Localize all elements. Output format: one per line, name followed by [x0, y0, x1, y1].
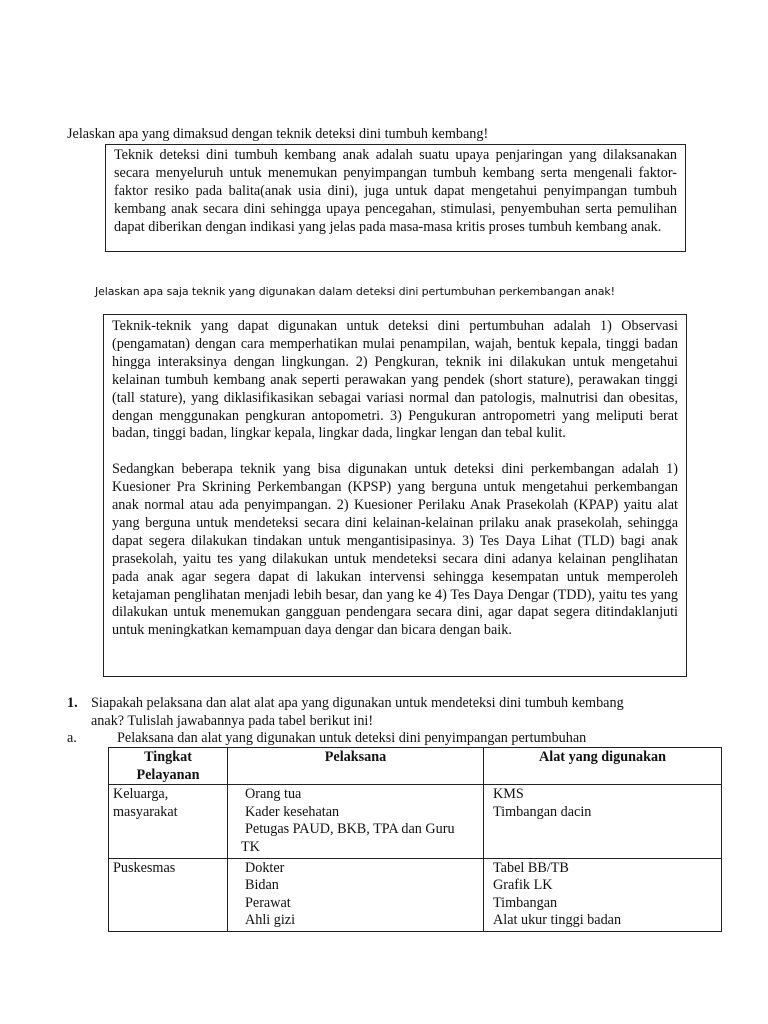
executor-tools-table	[108, 747, 722, 932]
list-item: KMS	[493, 786, 524, 803]
sub-item-letter: a.	[67, 730, 77, 746]
list-item: Petugas PAUD, BKB, TPA dan Guru	[245, 821, 455, 838]
header-level: Tingkat Pelayanan	[109, 748, 228, 785]
table-cell-executors	[228, 785, 484, 858]
list-item: Grafik LK	[493, 877, 553, 894]
answer-2-paragraph-development: Sedangkan beberapa teknik yang bisa digunakan untuk deteksi dini perkembangan adalah 1) Kuesioner Pra Skrining Perkembangan (KPSP) yang berguna untuk mengetahui perkembangan anak normal atau ada penyimpangan. 2) Kuesioner Perilaku Anak Prasekolah (KPAP) yaitu alat yang berguna untuk mendeteksi secara dini kelainan-kelainan prilaku anak prasekolah, sehingga dapat segera dilakukan tindakan untuk mengantisipasinya. 3) Tes Daya Lihat (TLD) bagi anak prasekolah, yaitu tes yang dilakukan untuk mendeteksi secara dini adanya kelainan penglihatan pada anak agar segera dapat di lakukan intervensi sehingga kesempatan untuk memperoleh ketajaman penglihatan menjadi lebih besar, dan yang ke 4) Tes Daya Dengar (TDD), yaitu tes yang dilakukan untuk menemukan gangguan pendengara secara dini, agar dapat segera ditindaklanjuti untuk meningkatkan kemampuan daya dengar dan bicara dengan baik.	[112, 461, 678, 639]
list-item: Kader kesehatan	[245, 803, 340, 820]
list-item: Orang tua	[245, 786, 302, 803]
list-item: Tabel BB/TB	[493, 859, 569, 876]
numbered-question-line-2: anak? Tulislah jawabannya pada tabel berikut ini!	[91, 713, 374, 729]
question-2: Jelaskan apa saja teknik yang digunakan dalam deteksi dini pertumbuhan perkembangan anak!	[95, 285, 615, 298]
answer-2-paragraph-growth: Teknik-teknik yang dapat digunakan untuk deteksi dini pertumbuhan adalah 1) Observasi (pengamatan) dengan cara memperhatikan mulai penampilan, wajah, bentuk kepala, tinggi badan hingga interaksinya dengan lingkungan. 2) Pengkuran, teknik ini dilakukan untuk mengetahui kelainan tumbuh kembang anak seperti perawakan yang pendek (short stature), perawakan tinggi (tall stature), yang diklasifikasikan sebagai variasi normal dan patologis, malnutrisi dan obesitas, dengan menggunakan pengkuran antopometri. 3) Pengukuran antropometri yang meliputi berat badan, tinggi badan, lingkar kepala, lingkar dada, lingkar lengan dan tebal kulit.	[112, 318, 678, 442]
list-item: TK	[241, 838, 260, 855]
table-cell-level: Puskesmas	[109, 858, 228, 931]
answer-1-box	[105, 144, 686, 252]
list-item: Timbangan	[493, 894, 558, 911]
answer-2-box	[103, 314, 687, 677]
list-item: Perawat	[245, 894, 291, 911]
header-executor: Pelaksana	[228, 748, 484, 785]
sub-item-text: Pelaksana dan alat yang digunakan untuk deteksi dini penyimpangan pertumbuhan	[117, 730, 587, 746]
table-header-row	[109, 748, 722, 785]
header-tools: Alat yang digunakan	[484, 748, 722, 785]
list-item: Bidan	[245, 877, 279, 894]
question-number: 1.	[67, 695, 78, 711]
list-item: Timbangan dacin	[493, 803, 592, 820]
list-item: Dokter	[245, 859, 285, 876]
table-cell-tools	[484, 785, 722, 858]
list-item: Alat ukur tinggi badan	[493, 912, 622, 929]
table-row	[109, 785, 722, 858]
table-cell-executors	[228, 858, 484, 931]
numbered-question-line-1: Siapakah pelaksana dan alat alat apa yang digunakan untuk mendeteksi dini tumbuh kembang	[91, 695, 624, 711]
answer-1-text: Teknik deteksi dini tumbuh kembang anak adalah suatu upaya penjaringan yang dilaksanakan secara menyeluruh untuk menemukan penyimpangan tumbuh kembang serta mengenali faktor-faktor resiko pada balita(anak usia dini), juga untuk dapat mengetahui penyimpangan tumbuh kembang anak secara dini sehingga upaya pencegahan, stimulasi, penyembuhan serta pemulihan dapat diberikan dengan indikasi yang jelas pada masa-masa kritis proses tumbuh kembang anak.	[114, 147, 677, 235]
table-row	[109, 858, 722, 931]
question-1: Jelaskan apa yang dimaksud dengan teknik deteksi dini tumbuh kembang!	[67, 126, 489, 142]
table-cell-tools	[484, 858, 722, 931]
table-cell-level: Keluarga, masyarakat	[109, 785, 228, 858]
list-item: Ahli gizi	[245, 912, 296, 929]
